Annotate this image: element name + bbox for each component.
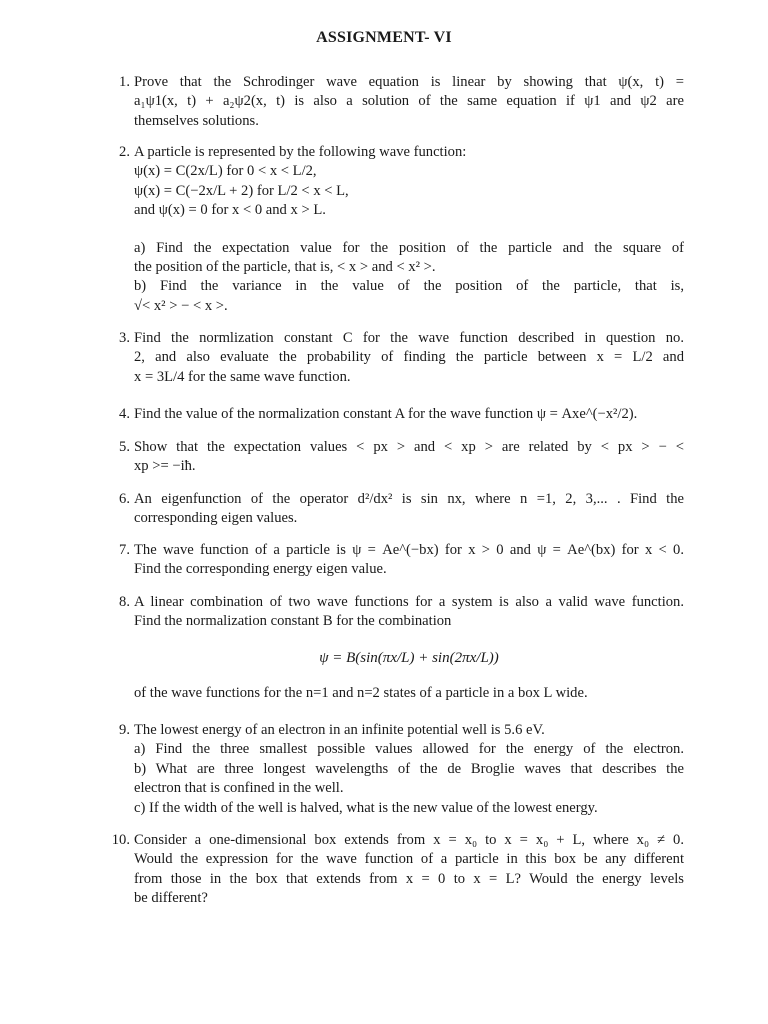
question-subparts	[134, 239, 684, 317]
question-text-line: Consider a one-dimensional box extends from x = x₀ to x = x₀ + L, where x₀ ≠ 0.	[134, 832, 684, 848]
question-text-line: An eigenfunction of the operator d²/dx² is sin nx, where n =1, 2, 3,... . Find the	[134, 491, 684, 507]
question-1	[106, 73, 684, 131]
question-text-line: corresponding eigen values.	[134, 510, 298, 527]
question-text-line: Find the normlization constant C for the wave function described in question no.	[134, 330, 684, 346]
question-6	[106, 490, 684, 529]
question-text-line: themselves solutions.	[134, 112, 259, 129]
question-text-line: from those in the box that extends from x = 0 to x = L? Would the energy levels	[134, 870, 684, 887]
question-2	[106, 143, 684, 316]
question-text-line: A particle is represented by the following wave function:	[134, 144, 467, 160]
wave-function-piece: ψ(x) = C(−2x/L + 2) for L/2 < x < L,	[134, 182, 349, 199]
question-text-line: Find the corresponding energy eigen value.	[134, 561, 387, 578]
question-10	[106, 831, 684, 909]
question-text-line: The wave function of a particle is ψ = Ae^(−bx) for x > 0 and ψ = Ae^(bx) for x < 0.	[134, 542, 684, 558]
wave-function-piece: ψ(x) = C(2x/L) for 0 < x < L/2,	[134, 163, 317, 180]
question-text-line: Find the normalization constant B for the combination	[134, 613, 452, 630]
question-number: 4.	[119, 406, 130, 422]
question-5	[106, 438, 684, 477]
question-text-line: a₁ψ1(x, t) + a₂ψ2(x, t) is also a solution of the same equation if ψ1 and ψ2 are	[134, 93, 684, 110]
subpart-line: c) If the width of the well is halved, what is the new value of the lowest energy.	[134, 799, 598, 816]
subpart-line: a) Find the expectation value for the position of the particle and the square of	[134, 239, 684, 256]
question-text-line: x = 3L/4 for the same wave function.	[134, 368, 351, 385]
question-number: 7.	[119, 542, 130, 558]
wave-function-piece: and ψ(x) = 0 for x < 0 and x > L.	[134, 202, 326, 219]
question-text-line: The lowest energy of an electron in an infinite potential well is 5.6 eV.	[134, 722, 545, 738]
question-text-line: Would the expression for the wave function of a particle in this box be any different	[134, 851, 684, 868]
question-number: 1.	[119, 74, 130, 90]
question-number: 5.	[119, 439, 130, 455]
question-text-line: A linear combination of two wave functions for a system is also a valid wave function.	[134, 594, 684, 610]
subpart-line: a) Find the three smallest possible values allowed for the energy of the electron.	[134, 741, 684, 758]
question-text-line: Prove that the Schrodinger wave equation is linear by showing that ψ(x, t) =	[134, 74, 684, 90]
question-number: 6.	[119, 491, 130, 507]
question-3	[106, 329, 684, 387]
subpart-line: the position of the particle, that is, < x > and < x² >.	[134, 259, 436, 276]
subpart-line: √< x² > − < x >.	[134, 297, 228, 314]
question-7	[106, 541, 684, 580]
question-4	[106, 405, 684, 424]
question-number: 10.	[111, 832, 130, 848]
subpart-line: b) What are three longest wavelengths of the de Broglie waves that describes the	[134, 760, 684, 777]
question-number: 9.	[119, 722, 130, 738]
question-8	[106, 593, 684, 703]
page-title: ASSIGNMENT- VI	[316, 29, 452, 46]
subpart-line: electron that is confined in the well.	[134, 780, 344, 797]
question-9	[106, 721, 684, 818]
question-text-line: 2, and also evaluate the probability of finding the particle between x = L/2 and	[134, 349, 684, 366]
question-text-line: be different?	[134, 890, 208, 907]
question-text-line: Find the value of the normalization constant A for the wave function ψ = Axe^(−x²/2).	[134, 406, 638, 422]
question-number: 8.	[119, 594, 130, 610]
subpart-line: b) Find the variance in the value of the position of the particle, that is,	[134, 278, 684, 295]
question-text-line: of the wave functions for the n=1 and n=2 states of a particle in a box L wide.	[134, 684, 588, 701]
question-number: 2.	[119, 144, 130, 160]
question-number: 3.	[119, 330, 130, 346]
question-text-line: Show that the expectation values < px > and < xp > are related by < px > − <	[134, 439, 684, 455]
display-formula: ψ = B(sin(πx/L) + sin(2πx/L))	[319, 649, 499, 666]
question-text-line: xp >= −iħ.	[134, 458, 196, 475]
